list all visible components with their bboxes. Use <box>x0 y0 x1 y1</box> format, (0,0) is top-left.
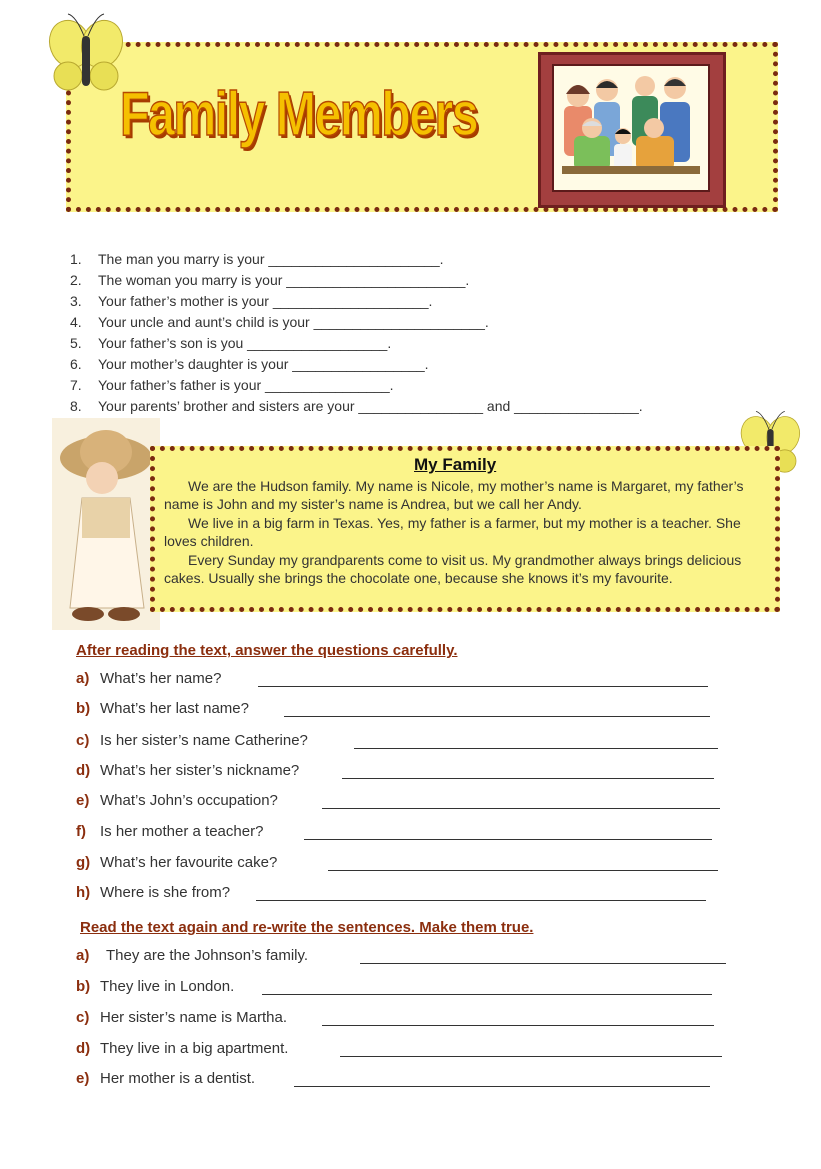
reading-title: My Family <box>414 455 497 474</box>
answer-line[interactable] <box>354 748 718 749</box>
answer-line[interactable] <box>340 1056 722 1057</box>
sentence-item: a) They are the Johnson’s family. <box>76 947 309 964</box>
exercise2-heading: After reading the text, answer the questions carefully. <box>76 642 458 659</box>
list-item: 7. Your father’s father is your ________________. <box>70 377 394 393</box>
worksheet-title: Family Members <box>120 80 478 149</box>
reading-paragraph: Every Sunday my grandparents come to visit us. My grandmother always brings delicious cakes. Usually she brings the chocolate one, because she knows it’s my favourite. <box>164 551 742 587</box>
answer-line[interactable] <box>328 870 718 871</box>
question-item: f) Is her mother a teacher? <box>76 823 264 840</box>
list-item-text: The woman you marry is your _______________________. <box>98 272 470 288</box>
list-item: 3. Your father’s mother is your ____________________. <box>70 293 433 309</box>
list-item-text: Your father’s mother is your ____________________. <box>98 293 433 309</box>
question-item: c) Is her sister’s name Catherine? <box>76 732 308 749</box>
exercise3-heading: Read the text again and re-write the sentences. Make them true. <box>80 919 534 936</box>
list-item-text: Your father’s father is your ________________. <box>98 377 394 393</box>
sentence-item: e) Her mother is a dentist. <box>76 1070 256 1087</box>
answer-line[interactable] <box>258 686 708 687</box>
sentence-item: b) They live in London. <box>76 978 235 995</box>
answer-line[interactable] <box>322 808 720 809</box>
question-item: e) What’s John’s occupation? <box>76 792 278 809</box>
answer-line[interactable] <box>294 1086 710 1087</box>
list-item: 5. Your father’s son is you __________________. <box>70 335 392 351</box>
family-photo <box>552 64 710 192</box>
list-item-text: The man you marry is your ______________________. <box>98 251 444 267</box>
list-item: 6. Your mother’s daughter is your _________________. <box>70 356 429 372</box>
list-item: 8. Your parents’ brother and sisters are your ________________ and ________________. <box>70 398 643 414</box>
list-item: 4. Your uncle and aunt’s child is your ______________________. <box>70 314 489 330</box>
sentence-item: d) They live in a big apartment. <box>76 1040 289 1057</box>
sentence-item: c) Her sister’s name is Martha. <box>76 1009 288 1026</box>
family-illustration <box>554 66 708 190</box>
list-item: 2. The woman you marry is your _______________________. <box>70 272 470 288</box>
answer-line[interactable] <box>284 716 710 717</box>
reading-text <box>164 477 764 587</box>
list-item: 1. The man you marry is your ______________________. <box>70 251 444 267</box>
question-item: h) Where is she from? <box>76 884 231 901</box>
answer-line[interactable] <box>256 900 706 901</box>
reading-paragraph: We are the Hudson family. My name is Nicole, my mother’s name is Margaret, my father’s name is John and my sister’s name is Andrea, but we call her Andy. <box>164 478 744 513</box>
question-item: a) What’s her name? <box>76 670 222 687</box>
list-item-text: Your parents’ brother and sisters are your ________________ and ________________. <box>98 398 643 414</box>
question-item: g) What’s her favourite cake? <box>76 854 278 871</box>
butterfly-decoration-top <box>38 6 128 76</box>
list-item-text: Your father’s son is you __________________. <box>98 335 392 351</box>
reading-paragraph: We live in a big farm in Texas. Yes, my father is a farmer, but my mother is a teacher. She loves children. <box>164 514 741 550</box>
answer-line[interactable] <box>342 778 714 779</box>
fill-in-list <box>70 249 643 417</box>
question-item: d) What’s her sister’s nickname? <box>76 762 300 779</box>
answer-line[interactable] <box>360 963 726 964</box>
answer-line[interactable] <box>322 1025 714 1026</box>
girl-illustration <box>52 418 160 630</box>
list-item-text: Your uncle and aunt’s child is your ______________________. <box>98 314 489 330</box>
answer-line[interactable] <box>304 839 712 840</box>
question-item: b) What’s her last name? <box>76 700 249 717</box>
answer-line[interactable] <box>262 994 712 995</box>
list-item-text: Your mother’s daughter is your _________________. <box>98 356 429 372</box>
